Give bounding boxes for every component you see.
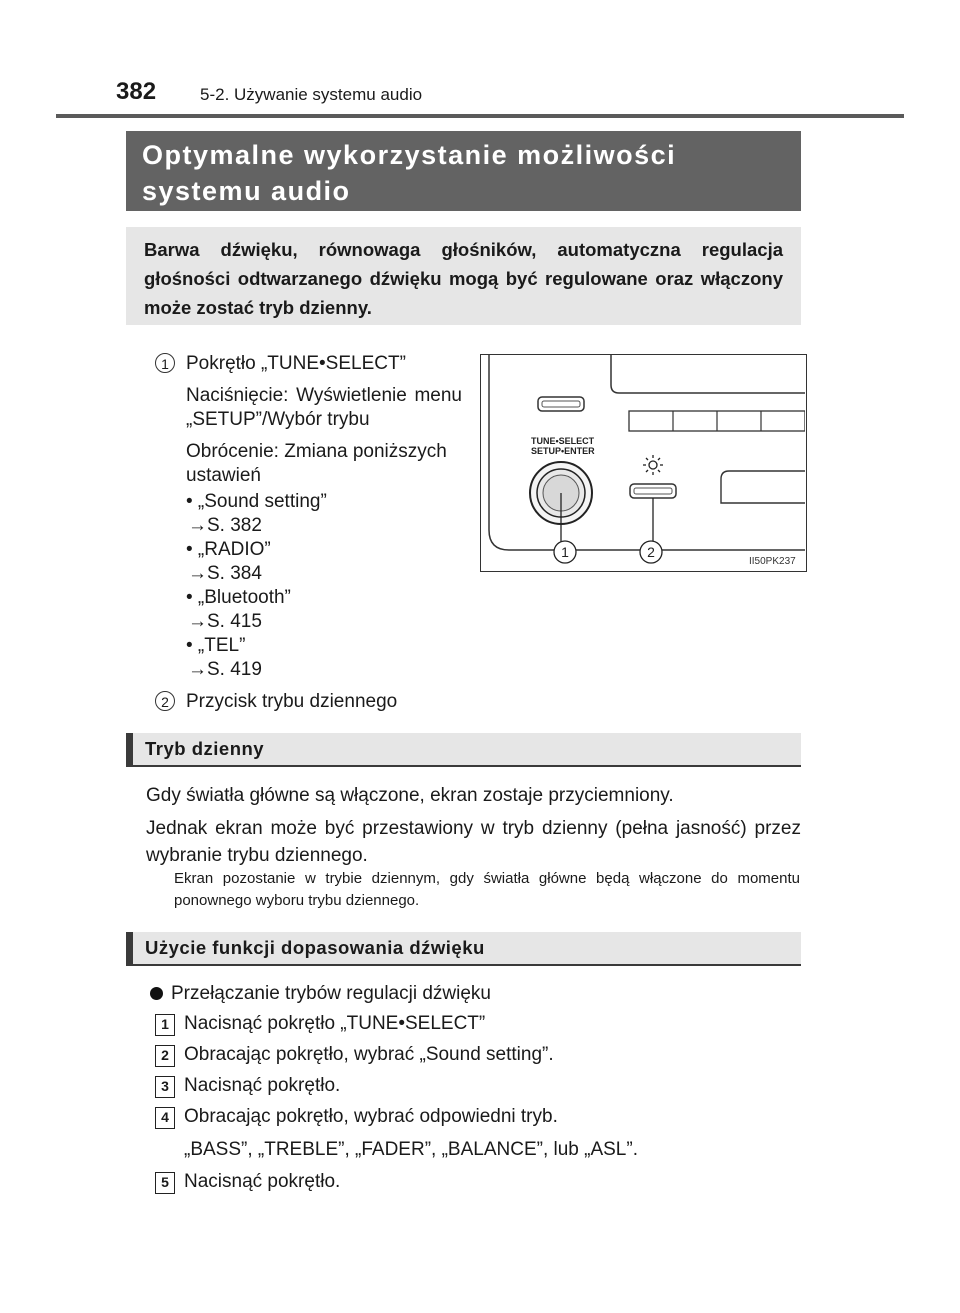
step-number: 3 [155, 1076, 175, 1098]
link-item: • „Sound setting” [186, 491, 327, 512]
page-ref[interactable]: →S. 415 [188, 611, 262, 632]
page-ref[interactable]: →S. 382 [188, 515, 262, 536]
section-breadcrumb: 5-2. Używanie systemu audio [200, 85, 423, 104]
step-text: Nacisnąć pokrętło „TUNE•SELECT” [184, 1013, 486, 1034]
sound-heading: Użycie funkcji dopasowania dźwięku [126, 932, 801, 966]
step-row [155, 1012, 485, 1036]
link-item: • „Bluetooth” [186, 587, 291, 608]
page-title: Optymalne wykorzystanie możliwości systemu audio [126, 131, 801, 211]
audio-panel-illustration [481, 355, 805, 570]
knob-caption-top: TUNE•SELECT [531, 436, 595, 446]
step-text: Nacisnąć pokrętło. [184, 1075, 341, 1096]
step-row [155, 1043, 554, 1067]
day-mode-button-label: Przycisk trybu dziennego [186, 691, 398, 712]
page-number: 382 [116, 78, 157, 105]
step-text: Obracając pokrętło, wybrać „Sound setting”. [184, 1044, 554, 1065]
sun-icon [643, 455, 663, 475]
day-mode-heading: Tryb dzienny [126, 733, 801, 767]
intro-summary: Barwa dźwięku, równowaga głośników, automatyczna regulacja głośności odtwarzanego dźwięku mogą być regulowane oraz włączony może zostać tryb dzienny. [126, 227, 801, 325]
step-row [155, 1170, 340, 1194]
modes-note: „BASS”, „TREBLE”, „FADER”, „BALANCE”, lub „ASL”. [184, 1139, 638, 1160]
day-mode-para-2: Jednak ekran może być przestawiony w tryb dzienny (pełna jasność) przez wybranie trybu dziennego. [146, 818, 801, 866]
callout-number: 1 [155, 353, 175, 373]
step-number: 2 [155, 1045, 175, 1067]
turn-description: Obrócenie: Zmiana poniższych ustawień [186, 441, 447, 486]
step-number: 5 [155, 1172, 175, 1194]
link-item: • „TEL” [186, 635, 246, 656]
diagram-callout-2: 2 [647, 544, 655, 560]
press-description: Naciśnięcie: Wyświetlenie menu „SETUP”/Wybór trybu [186, 385, 462, 430]
step-number: 4 [155, 1107, 175, 1129]
step-row [155, 1105, 558, 1129]
page-ref[interactable]: →S. 419 [188, 659, 262, 680]
day-mode-note: Ekran pozostanie w trybie dziennym, gdy światła główne będą włączone do momentu ponownego wyboru trybu dziennego. [174, 870, 800, 909]
bullet-icon [150, 987, 163, 1000]
knob-label: Pokrętło „TUNE•SELECT” [186, 353, 406, 374]
sound-bullet: Przełączanie trybów regulacji dźwięku [150, 982, 491, 1006]
figure-code: II50PK237 [749, 556, 796, 567]
link-item: • „RADIO” [186, 539, 271, 560]
step-row [155, 1074, 340, 1098]
callout-2-marker [155, 691, 175, 712]
callout-number: 2 [155, 691, 175, 711]
day-mode-para-1: Gdy światła główne są włączone, ekran zostaje przyciemniony. [146, 785, 674, 806]
link-list [186, 490, 327, 682]
audio-panel-diagram [480, 354, 807, 572]
step-number: 1 [155, 1014, 175, 1036]
step-text: Obracając pokrętło, wybrać odpowiedni tryb. [184, 1106, 558, 1127]
diagram-callout-1: 1 [561, 544, 569, 560]
header-divider [56, 114, 904, 118]
step-text: Nacisnąć pokrętło. [184, 1171, 341, 1192]
page-ref[interactable]: →S. 384 [188, 563, 262, 584]
knob-caption-bottom: SETUP•ENTER [531, 446, 595, 456]
callout-1-marker [155, 353, 175, 374]
